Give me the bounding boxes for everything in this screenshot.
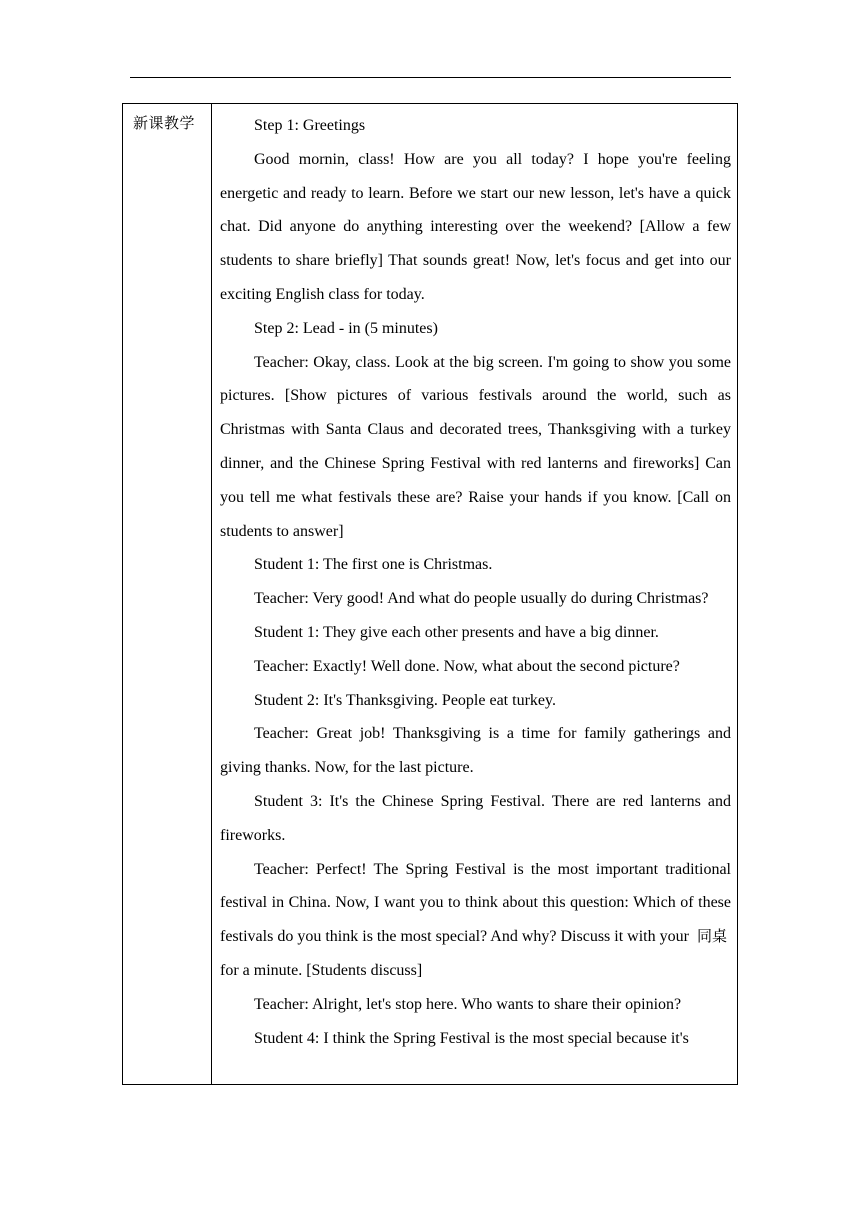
paragraph: Teacher: Great job! Thanksgiving is a time for family gatherings and giving thanks. Now, for the last picture. [220,725,731,777]
paragraph: Teacher: Exactly! Well done. Now, what about the second picture? [254,657,680,675]
lesson-table [122,103,738,1085]
paragraph: Student 2: It's Thanksgiving. People eat turkey. [254,691,556,709]
paragraph-text: Teacher: Perfect! The Spring Festival is the most important traditional festival in China. Now, I want you to think about this question: Which of these festivals do you think is the most special? And why? Discuss it with your [220,860,731,946]
paragraph [220,853,731,988]
paragraph: Student 1: The first one is Christmas. [254,556,493,574]
paragraph: Step 2: Lead - in (5 minutes) [254,319,438,337]
lesson-content [212,104,737,1084]
paragraph: Student 3: It's the Chinese Spring Festival. There are red lanterns and fireworks. [220,792,731,844]
header-rule [130,77,731,78]
paragraph: Student 4: I think the Spring Festival is the most special because it's [254,1029,689,1047]
paragraph: Student 1: They give each other presents and have a big dinner. [254,623,659,641]
paragraph: Teacher: Okay, class. Look at the big screen. I'm going to show you some pictures. [Show pictures of various festivals around the world, such as Christmas with Santa Claus and decorated trees, Thanksgiving with a turkey dinner, and the Chinese Spring Festival with red lanterns and fireworks] Can you tell me what festivals these are? Raise your hands if you know. [Call on students to answer] [220,353,731,540]
paragraph: Teacher: Alright, let's stop here. Who wants to share their opinion? [254,995,682,1013]
paragraph: Good mornin, class! How are you all today? I hope you're feeling energetic and ready to learn. Before we start our new lesson, let's have a quick chat. Did anyone do anything interesting over the weekend? [Allow a few students to share briefly] That sounds great! Now, let's focus and get into our exciting English class for today. [220,150,731,303]
paragraph: Teacher: Very good! And what do people usually do during Christmas? [254,590,709,608]
section-label: 新课教学 [123,104,212,1084]
desk-mate-term: 同桌 [696,927,727,946]
paragraph: Step 1: Greetings [254,117,366,134]
paragraph-tail: for a minute. [Students discuss] [220,961,423,979]
